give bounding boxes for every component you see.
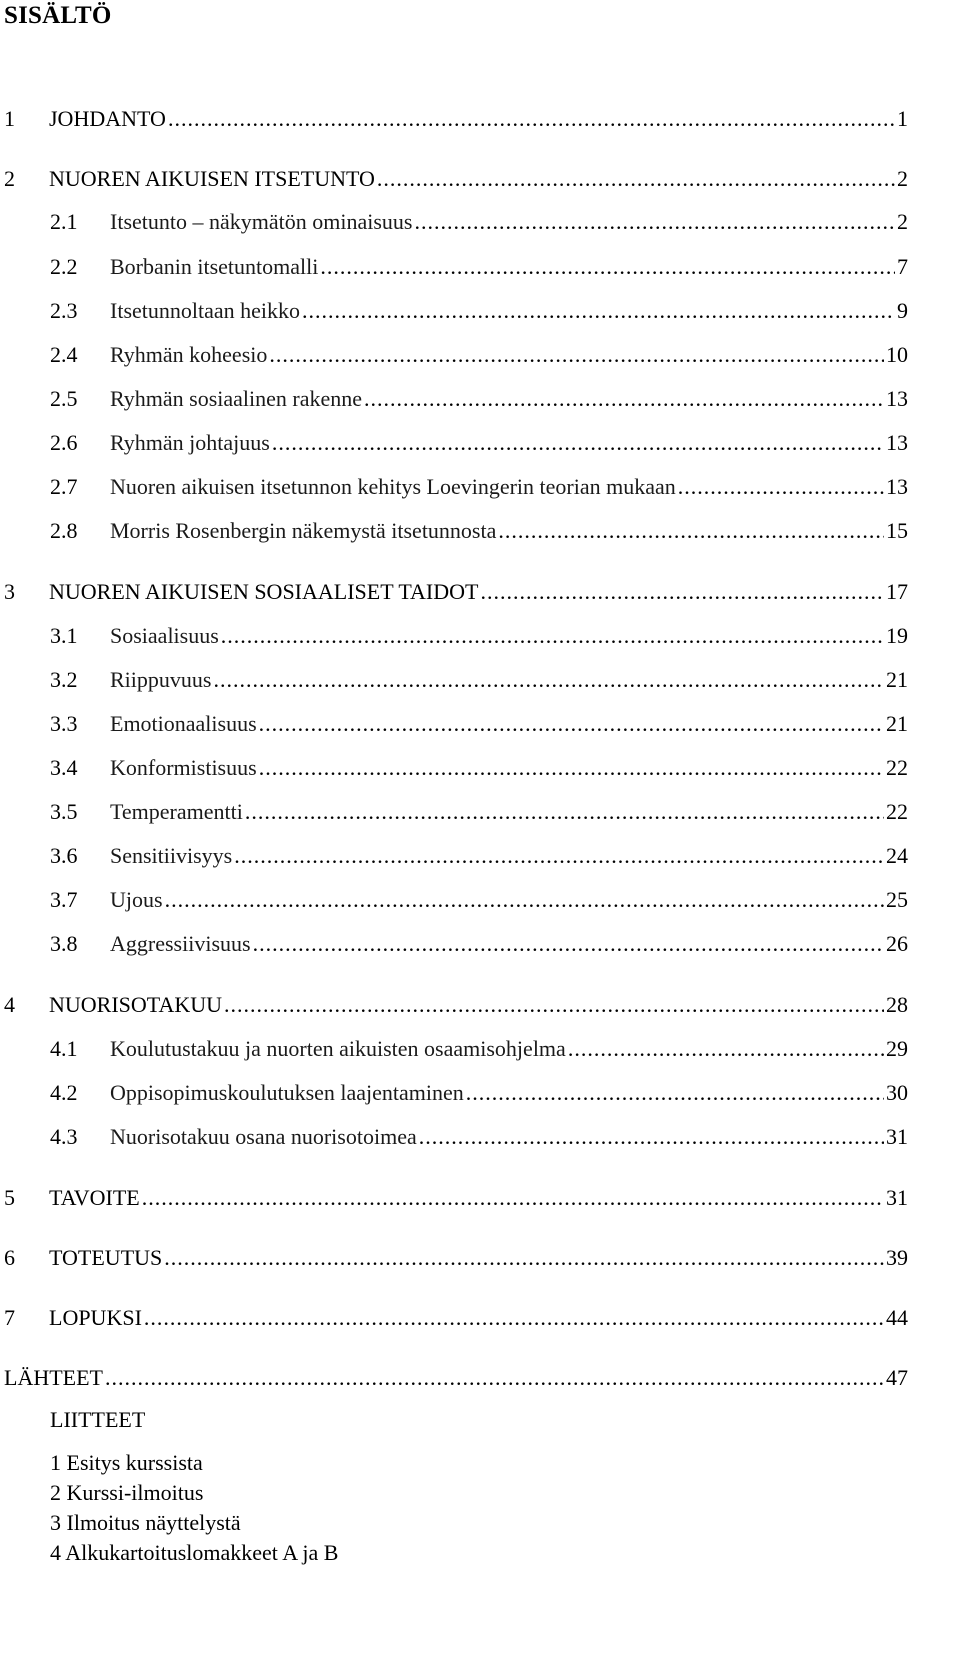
toc-entry[interactable] [0,1034,908,1064]
toc-entry-page: 21 [886,667,908,692]
toc-dot-leader [320,252,895,282]
toc-entry-number: 2.7 [50,474,78,499]
toc-entry-page: 47 [886,1365,908,1390]
toc-entry-title: NUOREN AIKUISEN ITSETUNTO [49,166,375,191]
toc-entry[interactable] [0,621,908,651]
toc-entry-page: 21 [886,711,908,736]
toc-dot-leader [259,709,884,739]
toc-entry-page: 7 [897,254,908,279]
toc-entry-number: 1 [4,106,15,131]
appendix-item: 1 Esitys kurssista [50,1450,203,1475]
toc-entry-title: Emotionaalisuus [110,711,257,736]
toc-entry-number: 7 [4,1305,15,1330]
toc-entry-number: 5 [4,1185,15,1210]
toc-entry-title: Riippuvuus [110,667,212,692]
toc-entry-title: Ryhmän koheesio [110,342,268,367]
toc-entry[interactable] [0,1303,908,1333]
toc-entry-page: 9 [897,298,908,323]
toc-entry-number: 4.3 [50,1124,78,1149]
toc-entry-number: 2 [4,166,15,191]
toc-entry[interactable] [0,990,908,1020]
toc-dot-leader [377,164,895,194]
toc-entry[interactable] [0,296,908,326]
appendix-item: 2 Kurssi-ilmoitus [50,1480,204,1505]
toc-entry[interactable] [0,340,908,370]
toc-entry-number: 3.2 [50,667,78,692]
toc-dot-leader [259,753,884,783]
toc-entry-title: LOPUKSI [49,1305,142,1330]
toc-entry-page: 26 [886,931,908,956]
toc-dot-leader [414,207,895,237]
toc-entry-number: 6 [4,1245,15,1270]
toc-entry-page: 15 [886,518,908,543]
toc-entry[interactable] [0,1363,908,1393]
toc-entry[interactable] [0,709,908,739]
toc-entry-page: 22 [886,799,908,824]
toc-entry-page: 44 [886,1305,908,1330]
toc-entry[interactable] [0,472,908,502]
toc-entry-title: NUORISOTAKUU [49,992,223,1017]
toc-entry-number: 2.1 [50,209,78,234]
toc-entry[interactable] [0,207,908,237]
toc-dot-leader [269,340,884,370]
toc-entry-title: Nuoren aikuisen itsetunnon kehitys Loevingerin teorian mukaan [110,474,676,499]
toc-dot-leader [272,428,884,458]
toc-entry[interactable] [0,753,908,783]
toc-dot-leader [419,1122,884,1152]
toc-dot-leader [480,577,884,607]
toc-entry-number: 2.5 [50,386,78,411]
toc-entry-page: 31 [886,1185,908,1210]
toc-entry-page: 13 [886,386,908,411]
toc-entry-number: 3.5 [50,799,78,824]
toc-entry-title: NUOREN AIKUISEN SOSIAALISET TAIDOT [49,579,479,604]
toc-entry-page: 22 [886,755,908,780]
toc-entry-title: Sosiaalisuus [110,623,219,648]
toc-entry-page: 13 [886,430,908,455]
toc-entry-page: 29 [886,1036,908,1061]
toc-entry-number: 2.2 [50,254,78,279]
page-title: SISÄLTÖ [4,2,112,29]
toc-entry-title: LÄHTEET [4,1365,103,1390]
toc-entry-title: Ujous [110,887,163,912]
appendix-item: 4 Alkukartoituslomakkeet A ja B [50,1540,339,1565]
toc-entry[interactable] [0,516,908,546]
toc-dot-leader [168,104,895,134]
toc-entry-page: 10 [886,342,908,367]
appendices-heading: LIITTEET [50,1407,146,1432]
toc-entry-page: 39 [886,1245,908,1270]
toc-entry-title: JOHDANTO [49,106,166,131]
toc-entry-number: 2.4 [50,342,78,367]
toc-dot-leader [213,665,884,695]
toc-dot-leader [568,1034,884,1064]
toc-dot-leader [221,621,884,651]
toc-entry-number: 2.6 [50,430,78,455]
toc-entry-number: 3.6 [50,843,78,868]
toc-entry-number: 4.1 [50,1036,78,1061]
toc-entry[interactable] [0,885,908,915]
toc-entry-title: Borbanin itsetuntomalli [110,254,319,279]
toc-dot-leader [302,296,895,326]
toc-entry-page: 1 [897,106,908,131]
toc-entry-page: 13 [886,474,908,499]
toc-dot-leader [364,384,884,414]
appendix-item: 3 Ilmoitus näyttelystä [50,1510,241,1535]
toc-entry-number: 3.4 [50,755,78,780]
toc-entry-title: Koulutustakuu ja nuorten aikuisten osaamisohjelma [110,1036,566,1061]
toc-entry-title: Temperamentti [110,799,243,824]
toc-entry-page: 24 [886,843,908,868]
toc-entry-number: 4 [4,992,15,1017]
toc-entry-number: 2.3 [50,298,78,323]
toc-entry-number: 3.7 [50,887,78,912]
toc-dot-leader [466,1078,884,1108]
toc-entry-number: 2.8 [50,518,78,543]
toc-entry-title: Konformistisuus [110,755,257,780]
toc-entry[interactable] [0,104,908,134]
toc-entry-title: Morris Rosenbergin näkemystä itsetunnosta [110,518,497,543]
toc-entry-page: 19 [886,623,908,648]
toc-dot-leader [164,1243,884,1273]
toc-entry-title: Ryhmän johtajuus [110,430,270,455]
toc-entry[interactable] [0,841,908,871]
toc-dot-leader [678,472,884,502]
toc-entry[interactable] [0,384,908,414]
toc-entry-title: TOTEUTUS [49,1245,163,1270]
toc-entry[interactable] [0,1183,908,1213]
toc-entry-number: 3.8 [50,931,78,956]
toc-entry-title: Itsetunnoltaan heikko [110,298,301,323]
toc-entry[interactable] [0,1122,908,1152]
toc-entry-page: 2 [897,166,908,191]
toc-dot-leader [498,516,884,546]
toc-entry-title: TAVOITE [49,1185,140,1210]
toc-dot-leader [224,990,884,1020]
toc-dot-leader [105,1363,884,1393]
toc-entry-page: 2 [897,209,908,234]
toc-dot-leader [165,885,884,915]
toc-dot-leader [234,841,884,871]
toc-entry[interactable] [0,797,908,827]
toc-entry[interactable] [0,577,908,607]
toc-entry-page: 25 [886,887,908,912]
toc-entry[interactable] [0,252,908,282]
toc-dot-leader [253,929,884,959]
toc-entry[interactable] [0,1243,908,1273]
toc-entry-title: Nuorisotakuu osana nuorisotoimea [110,1124,417,1149]
toc-entry-title: Ryhmän sosiaalinen rakenne [110,386,363,411]
toc-dot-leader [245,797,884,827]
toc-entry-title: Itsetunto – näkymätön ominaisuus [110,209,413,234]
toc-entry[interactable] [0,929,908,959]
toc-entry[interactable] [0,1078,908,1108]
toc-entry[interactable] [0,164,908,194]
toc-entry-number: 4.2 [50,1080,78,1105]
toc-entry-page: 17 [886,579,908,604]
toc-entry-number: 3.3 [50,711,78,736]
toc-dot-leader [144,1303,884,1333]
toc-entry-title: Oppisopimuskoulutuksen laajentaminen [110,1080,464,1105]
toc-entry-number: 3 [4,579,15,604]
toc-entry-page: 31 [886,1124,908,1149]
toc-entry-page: 30 [886,1080,908,1105]
toc-entry-title: Aggressiivisuus [110,931,251,956]
toc-dot-leader [142,1183,884,1213]
toc-entry-number: 3.1 [50,623,78,648]
toc-entry-page: 28 [886,992,908,1017]
toc-entry-title: Sensitiivisyys [110,843,233,868]
toc-entry[interactable] [0,428,908,458]
toc-entry[interactable] [0,665,908,695]
